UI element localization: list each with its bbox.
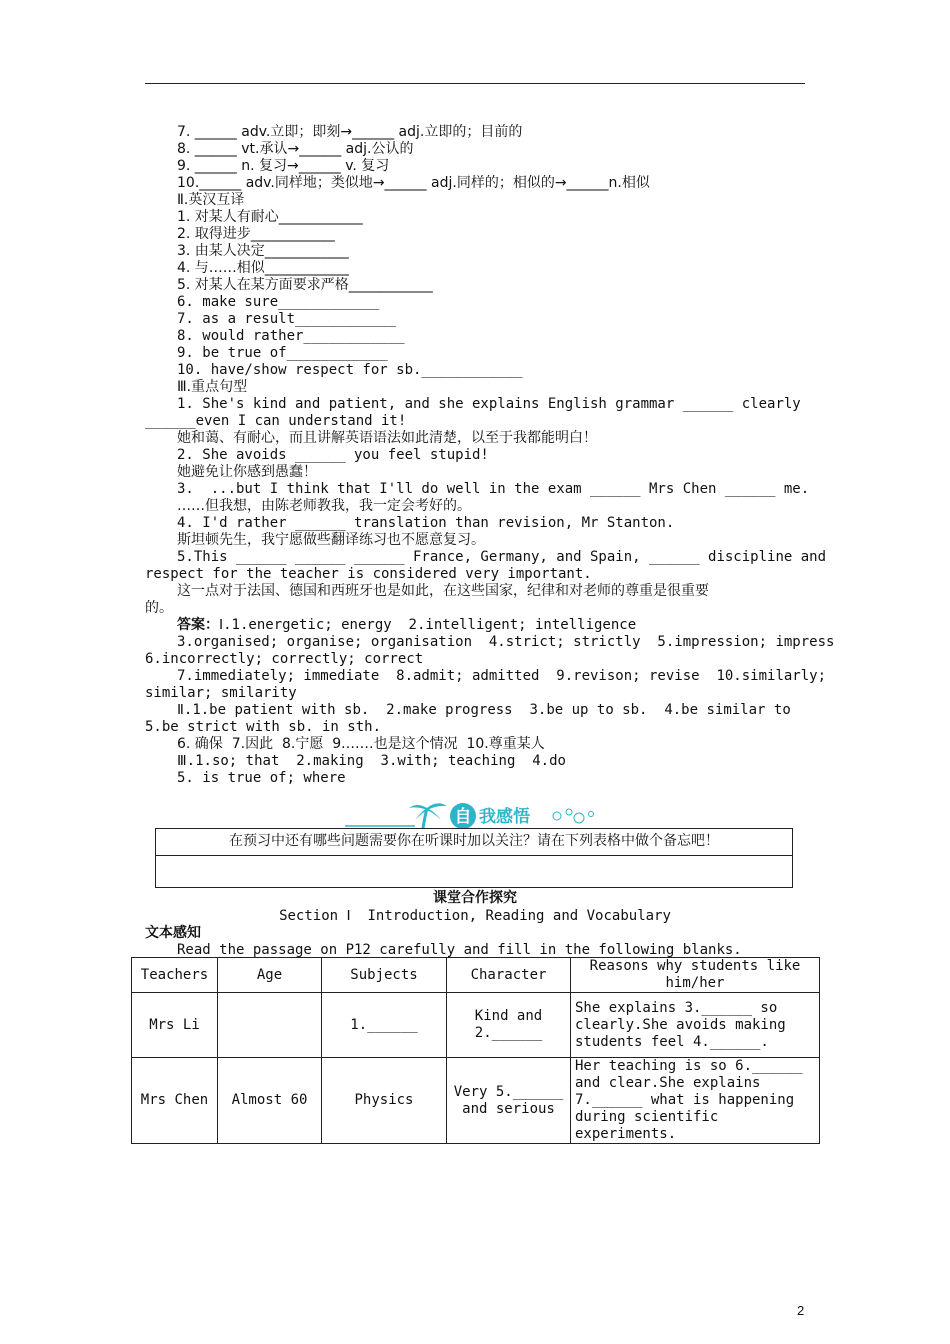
header-reasons: Reasons why students like him/her: [571, 958, 820, 993]
memo-prompt: 在预习中还有哪些问题需要你在听课时加以关注？请在下列表格中做个备忘吧！: [156, 829, 792, 856]
table-header-row: [132, 958, 820, 993]
bubbles-icon: [553, 809, 594, 823]
translate-item-4: 4. 与……相似____________: [177, 260, 349, 276]
sentence-2-zh: 她避免让你感到愚蠢！: [177, 464, 317, 480]
section-3-heading: Ⅲ.重点句型: [177, 379, 248, 395]
translate-item-5: 5. 对某人在某方面要求严格____________: [177, 277, 433, 293]
header-subjects: Subjects: [322, 958, 447, 993]
answer-text: Ⅰ.1.energetic; energy 2.intelligent; intelligence: [219, 617, 637, 633]
palm-tree-icon: [409, 803, 447, 828]
answer-line-9: Ⅲ.1.so; that 2.making 3.with; teaching 4.do: [177, 753, 566, 769]
cell-reason[interactable]: She explains 3.______ so clearly.She avoids making students feel 4.______.: [571, 993, 820, 1058]
answer-line-4: 7.immediately; immediate 8.admit; admitted 9.revison; revise 10.similarly;: [177, 668, 827, 684]
translate-item-2: 2. 取得进步____________: [177, 226, 335, 242]
table-row: [132, 993, 820, 1058]
answer-line-7: 5.be strict with sb. in sth.: [145, 719, 382, 735]
vocab-item-9: 9. ______ n. 复习→______ v. 复习: [177, 158, 390, 174]
sentence-1-cont: ______even I can understand it!: [145, 413, 407, 429]
sentence-4: 4. I'd rather ______ translation than revision, Mr Stanton.: [177, 515, 675, 531]
answer-line-3: 6.incorrectly; correctly; correct: [145, 651, 424, 667]
answer-line-1: [177, 617, 636, 634]
translate-item-8: 8. would rather____________: [177, 328, 405, 344]
translate-item-3: 3. 由某人决定____________: [177, 243, 349, 259]
section-2-heading: Ⅱ.英汉互译: [177, 192, 245, 208]
answer-line-8: 6. 确保 7.因此 8.宁愿 9.……也是这个情况 10.尊重某人: [177, 736, 545, 752]
cell-age: Almost 60: [218, 1058, 322, 1144]
translate-item-6: 6. make sure____________: [177, 294, 380, 310]
instruction: Read the passage on P12 carefully and fill in the following blanks.: [177, 942, 742, 958]
answer-line-10: 5. is true of; where: [177, 770, 346, 786]
translate-item-7: 7. as a result____________: [177, 311, 397, 327]
cell-teacher: Mrs Li: [132, 993, 218, 1058]
cell-teacher: Mrs Chen: [132, 1058, 218, 1144]
section-title: 课堂合作探究: [433, 890, 517, 906]
cell-subject[interactable]: 1.______: [322, 993, 447, 1058]
translate-item-10: 10. have/show respect for sb.____________: [177, 362, 523, 378]
cell-age[interactable]: [218, 993, 322, 1058]
answer-label: 答案：: [177, 617, 219, 633]
text-heading: 文本感知: [145, 925, 201, 941]
answer-line-2: 3.organised; organise; organisation 4.strict; strictly 5.impression; impress: [177, 634, 835, 650]
cell-reason[interactable]: Her teaching is so 6.______ and clear.She explains 7.______ what is happening during scientific experiments.: [571, 1058, 820, 1144]
sentence-5-zh: 这一点对于法国、德国和西班牙也是如此，在这些国家，纪律和对老师的尊重是很重要: [177, 583, 709, 599]
memo-box: [155, 828, 793, 888]
sentence-2: 2. She avoids ______ you feel stupid!: [177, 447, 489, 463]
translate-item-1: 1. 对某人有耐心____________: [177, 209, 363, 225]
sentence-1-zh: 她和蔼、有耐心，而且讲解英语语法如此清楚，以至于我都能明白！: [177, 430, 597, 446]
sentence-3: 3. ...but I think that I'll do well in the exam ______ Mrs Chen ______ me.: [177, 481, 810, 497]
sentence-4-zh: 斯坦顿先生，我宁愿做些翻译练习也不愿意复习。: [177, 532, 485, 548]
banner-char-2: 我感悟: [479, 807, 530, 827]
header-rule: [145, 83, 805, 84]
cell-subject: Physics: [322, 1058, 447, 1144]
page-number: 2: [797, 1303, 805, 1318]
sentence-5-cont: respect for the teacher is considered very important.: [145, 566, 592, 582]
vocab-item-10: 10.______ adv.同样地；类似地→______ adj.同样的；相似的→______n.相似: [177, 175, 650, 191]
sentence-5: 5.This ______ ______ ______ France, Germany, and Spain, ______ discipline and: [177, 549, 827, 565]
sentence-5-zh-cont: 的。: [145, 600, 173, 616]
sentence-3-zh: ……但我想，由陈老师教我，我一定会考好的。: [177, 498, 471, 514]
header-age: Age: [218, 958, 322, 993]
header-teachers: Teachers: [132, 958, 218, 993]
banner-char-1: 自: [454, 807, 472, 827]
section-subtitle: Section Ⅰ Introduction, Reading and Vocabulary: [279, 908, 671, 924]
table-row: [132, 1058, 820, 1144]
self-reflection-banner: [345, 800, 605, 830]
vocab-item-8: 8. ______ vt.承认→______ adj.公认的: [177, 141, 414, 157]
answer-line-6: Ⅱ.1.be patient with sb. 2.make progress 3.be up to sb. 4.be similar to: [177, 702, 791, 718]
sentence-1: 1. She's kind and patient, and she explains English grammar ______ clearly: [177, 396, 801, 412]
vocab-item-7: 7. ______ adv.立即；即刻→______ adj.立即的；目前的: [177, 124, 523, 140]
translate-item-9: 9. be true of____________: [177, 345, 388, 361]
header-character: Character: [447, 958, 571, 993]
cell-character[interactable]: Kind and 2.______: [447, 993, 571, 1058]
cell-character[interactable]: Very 5.______ and serious: [447, 1058, 571, 1144]
answer-line-5: similar; smilarity: [145, 685, 297, 701]
teachers-table: [131, 957, 820, 1144]
